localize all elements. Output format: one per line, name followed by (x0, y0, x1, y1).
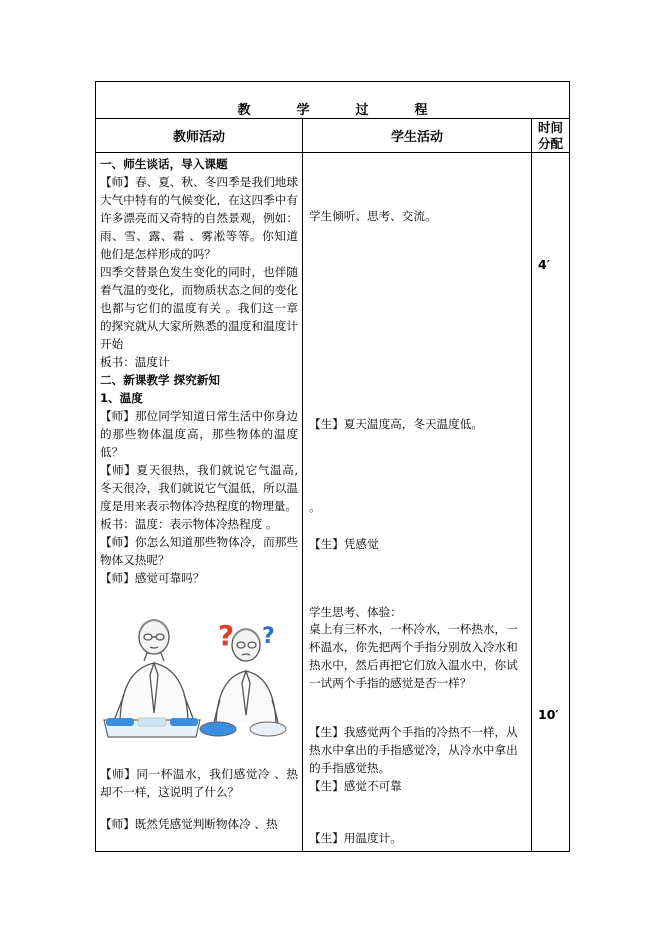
lesson-process-table (95, 81, 570, 852)
header-student: 学生活动 (303, 119, 532, 153)
teacher-paragraph: 【师】夏天很热，我们就说它气温高,冬天很冷，我们就说它气温低，所以温度是用来表示物体冷热程度的物理量。 (100, 463, 298, 513)
time-value: 10′ (538, 707, 559, 722)
title-char: 学 (296, 103, 310, 118)
header-time-line2: 分配 (538, 135, 564, 151)
cold-water-bowl (106, 718, 134, 726)
title-char: 过 (355, 103, 369, 118)
right-bowl-1 (200, 722, 236, 736)
subsection-heading: 1、温度 (100, 391, 143, 405)
header-teacher: 教师活动 (96, 119, 303, 153)
header-time-line1: 时间 (538, 119, 564, 135)
student-paragraph: 学生思考、体验： (309, 605, 402, 619)
header-time (532, 119, 570, 153)
hot-water-bowl (170, 718, 198, 726)
student-activity-cell (303, 153, 532, 852)
time-allocation-cell (532, 153, 570, 852)
question-mark-blue: ? (262, 624, 275, 649)
table-title-text (214, 99, 450, 118)
teacher-paragraph: 【师】既然凭感觉判断物体冷 、热 (100, 817, 278, 831)
student-paragraph: 【生】感觉不可靠 (309, 779, 402, 793)
title-row (96, 82, 570, 119)
teacher-paragraph: 【师】你怎么知道那些物体冷，而那些物体又热呢？ (100, 535, 298, 567)
title-char: 程 (414, 103, 428, 118)
table-title (96, 82, 570, 119)
teacher-paragraph: 四季交替景色发生变化的同时，也伴随着气温的变化，而物质状态之间的变化也都与它们的温度有关 。我们这一章的探究就从大家所熟悉的温度和温度计开始 (100, 265, 298, 351)
student-paragraph: 【生】用温度计。 (309, 831, 402, 845)
board-note: 板书：温度：表示物体冷热程度 。 (100, 517, 278, 531)
section-heading-intro: 一、师生谈话，导入课题 (100, 157, 228, 171)
right-bowl-2 (250, 722, 286, 736)
teacher-paragraph: 【师】那位同学知道日常生活中你身边的那些物体温度高，那些物体的温度低？ (100, 409, 298, 459)
question-mark-red: ? (218, 619, 235, 652)
teacher-paragraph: 【师】春、夏、秋、冬四季是我们地球大气中特有的气候变化，在这四季中有许多漂亮而又奇特的自然景观，例如：雨、雪、露、霜 、雾凇等等。你知道他们是怎样形成的吗？ (100, 175, 298, 261)
student-paragraph: 学生倾听、思考、交流。 (309, 209, 437, 223)
hand-experiment-illustration (100, 615, 296, 745)
teacher-paragraph: 【师】同一杯温水，我们感觉冷 、热却不一样，这说明了什么？ (100, 767, 298, 799)
content-row (96, 153, 570, 852)
student-paragraph: 【生】夏天温度高，冬天温度低。 (309, 417, 483, 431)
student-paragraph: 桌上有三杯水，一杯冷水，一杯热水，一杯温水，你先把两个手指分别放入冷水和热水中，然后再把它们放入温水中，你试一试两个手指的感觉是否一样？ (309, 622, 518, 690)
time-value: 4′ (538, 257, 550, 272)
teacher-paragraph: 【师】感觉可靠吗？ (100, 571, 205, 585)
student-paragraph: 【生】凭感觉 (309, 537, 379, 551)
title-char: 教 (237, 103, 251, 118)
student-paragraph: 【生】我感觉两个手指的冷热不一样，从热水中拿出的手指感觉冷，从冷水中拿出的手指感觉热。 (309, 725, 518, 775)
person-left-figure (114, 620, 194, 721)
board-note: 板书：温度计 (100, 355, 170, 369)
section-heading-new: 二、新课教学 探究新知 (100, 373, 220, 387)
student-paragraph: 。 (309, 500, 321, 514)
warm-water-bowl (138, 718, 166, 726)
teacher-activity-cell (96, 153, 303, 852)
header-row (96, 119, 570, 153)
